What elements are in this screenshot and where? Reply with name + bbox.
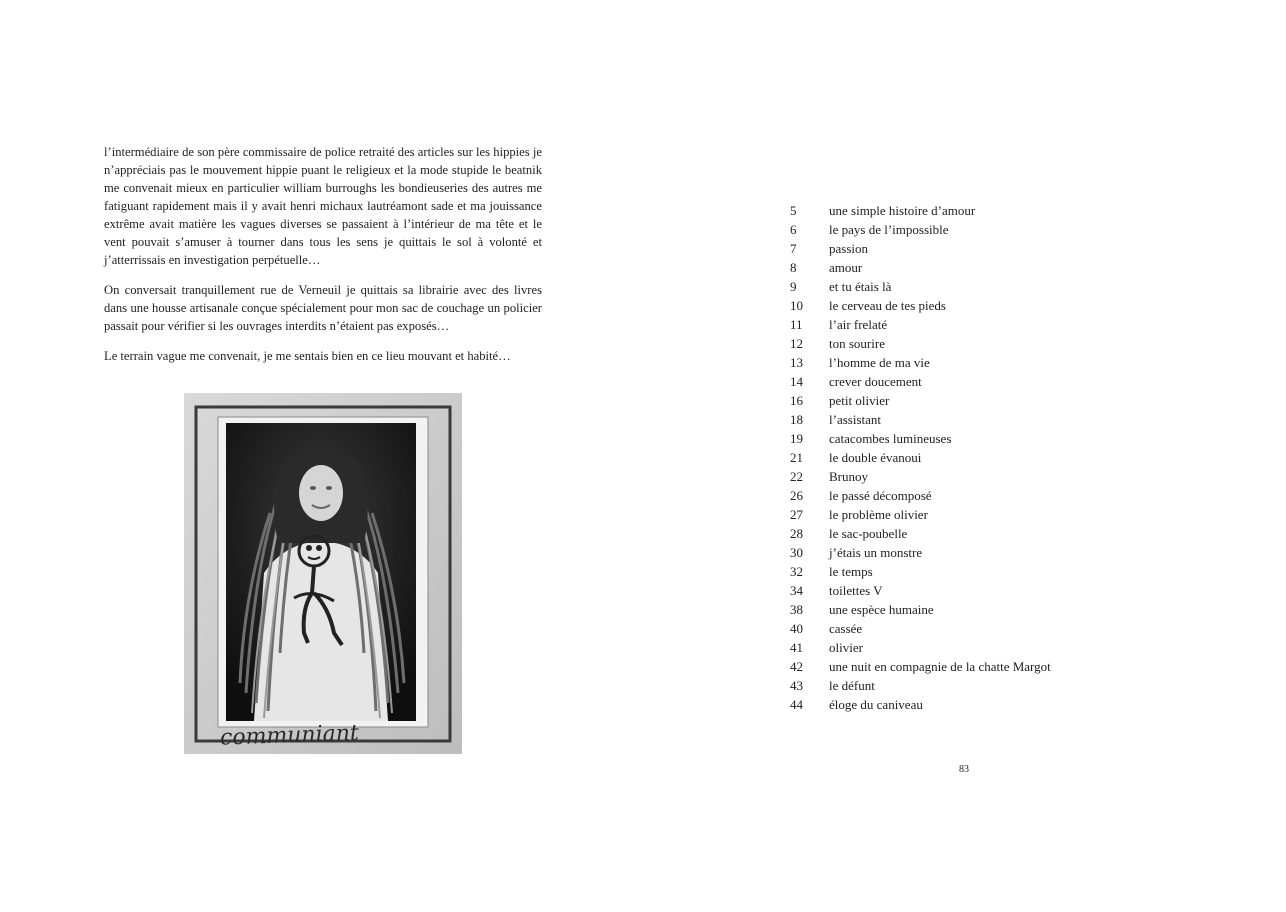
toc-title: le passé décomposé [829,487,932,503]
toc-entry [790,467,1110,486]
toc-entry [790,562,1110,581]
toc-entry [790,372,1110,391]
toc-page: 8 [790,259,797,275]
toc-entry [790,524,1110,543]
toc-entry [790,543,1110,562]
toc-title: catacombes lumineuses [829,430,952,446]
paragraph-3: Le terrain vague me convenait, je me sentais bien en ce lieu mouvant et habité… [104,349,511,363]
toc-page: 5 [790,202,797,218]
toc-entry [790,277,1110,296]
toc-entry [790,448,1110,467]
toc-entry [790,676,1110,695]
toc-entry [790,600,1110,619]
toc-title: amour [829,259,863,275]
toc-page: 6 [790,221,797,237]
toc-title: le cerveau de tes pieds [829,297,946,313]
toc-entry [790,638,1110,657]
toc-title: et tu étais là [829,278,892,294]
toc-entry [790,619,1110,638]
toc-page: 22 [790,468,803,484]
page-number: 83 [959,764,969,775]
toc-entry [790,505,1110,524]
toc-page: 10 [790,297,803,313]
toc-page: 14 [790,373,803,389]
toc-entry [790,201,1110,220]
toc-page: 40 [790,620,803,636]
toc-page: 26 [790,487,803,503]
toc-page: 19 [790,430,803,446]
toc-page: 13 [790,354,803,370]
toc-title: une simple histoire d’amour [829,202,976,218]
toc-entry [790,391,1110,410]
toc-title: le temps [829,563,873,579]
toc-title: une espèce humaine [829,601,934,617]
toc-title: cassée [829,620,863,636]
toc-entry [790,239,1110,258]
toc-title: le double évanoui [829,449,922,465]
toc-entry [790,695,1110,714]
toc-page: 32 [790,563,803,579]
photo-caption: communiant [219,720,360,751]
toc-entry [790,220,1110,239]
toc-page: 44 [790,696,803,712]
toc-entry [790,410,1110,429]
toc-title: toilettes V [829,582,883,598]
toc-title: une nuit en compagnie de la chatte Margot [829,658,1051,674]
toc-page: 34 [790,582,803,598]
toc-page: 7 [790,240,797,256]
left-page-text [104,143,542,377]
communion-photograph [184,393,462,754]
table-of-contents [790,201,1110,714]
toc-title: l’assistant [829,411,881,427]
toc-title: ton sourire [829,335,885,351]
toc-title: Brunoy [829,468,868,484]
toc-title: le sac-poubelle [829,525,908,541]
toc-page: 21 [790,449,803,465]
toc-page: 27 [790,506,803,522]
toc-entry [790,296,1110,315]
toc-entry [790,581,1110,600]
toc-title: le pays de l’impossible [829,221,949,237]
paragraph-1: l’intermédiaire de son père commissaire de police retraité des articles sur les hippies je n’appréciais pas le mouvement hippie puant le religieux et la mode stupide le beatnik me convenait mieux en particulier william burroughs les bondieuseries des autres me fatiguant rapidement mais il y avait henri michaux lautréamont sade et ma jouissance extrême avait matière les vagues diverses se passaient à l’intérieur de ma tête et le vent pouvait s’amuser à tourner dans tous les sens je quittais le sol à volonté et j’atterrissais en investigation perpétuelle… [104,145,542,267]
toc-title: le défunt [829,677,875,693]
toc-entry [790,486,1110,505]
toc-entry [790,353,1110,372]
toc-page: 9 [790,278,797,294]
toc-entry [790,258,1110,277]
toc-title: crever doucement [829,373,922,389]
toc-title: passion [829,240,868,256]
toc-page: 11 [790,316,803,332]
toc-entry [790,657,1110,676]
toc-title: l’air frelaté [829,316,888,332]
toc-title: éloge du caniveau [829,696,923,712]
toc-page: 28 [790,525,803,541]
paragraph-2: On conversait tranquillement rue de Verneuil je quittais sa librairie avec des livres dans une housse artisanale conçue spécialement pour mon sac de couchage un policier passait pour vérifier si les ouvrages interdits n’étaient pas exposés… [104,283,542,333]
toc-page: 43 [790,677,803,693]
toc-page: 30 [790,544,803,560]
toc-page: 18 [790,411,803,427]
toc-entry [790,315,1110,334]
toc-entry [790,429,1110,448]
toc-page: 16 [790,392,803,408]
toc-page: 38 [790,601,803,617]
toc-page: 42 [790,658,803,674]
toc-page: 41 [790,639,803,655]
toc-page: 12 [790,335,803,351]
toc-title: petit olivier [829,392,890,408]
toc-title: olivier [829,639,863,655]
toc-title: l’homme de ma vie [829,354,930,370]
toc-title: j’étais un monstre [829,544,923,560]
toc-entry [790,334,1110,353]
toc-title: le problème olivier [829,506,928,522]
